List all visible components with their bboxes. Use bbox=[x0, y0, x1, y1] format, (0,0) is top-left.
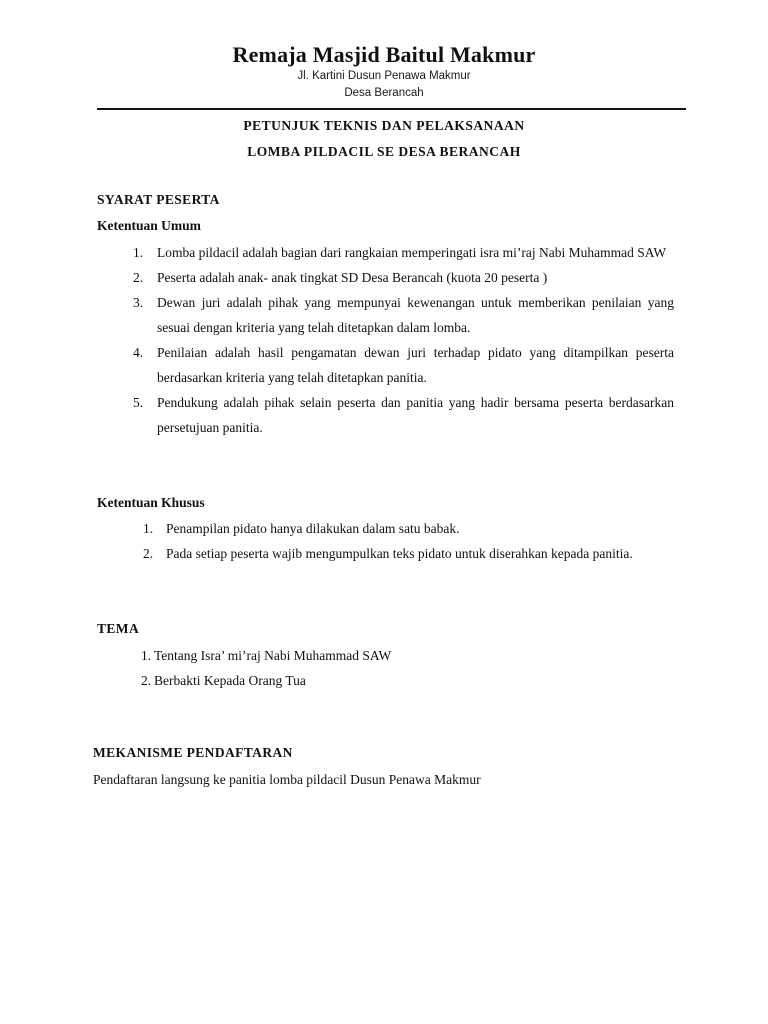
address-line-1: Jl. Kartini Dusun Penawa Makmur bbox=[297, 70, 471, 82]
list-item-number: 1. bbox=[141, 648, 152, 663]
document-heading-2: LOMBA PILDACIL SE DESA BERANCAH bbox=[247, 144, 521, 159]
list-item bbox=[141, 643, 541, 668]
list-item-text: Pada setiap peserta wajib mengumpulkan teks pidato untuk diserahkan kepada panitia. bbox=[166, 546, 633, 561]
section-title-syarat: SYARAT PESERTA bbox=[97, 192, 220, 207]
list-item bbox=[133, 240, 674, 265]
list-item-number: 1. bbox=[143, 521, 154, 536]
list-item bbox=[133, 340, 674, 390]
subsection-title-khusus: Ketentuan Khusus bbox=[97, 495, 205, 510]
list-item bbox=[133, 265, 674, 290]
list-item-text: Peserta adalah anak- anak tingkat SD Desa Berancah (kuota 20 peserta ) bbox=[157, 270, 548, 285]
list-item bbox=[143, 541, 674, 566]
list-item-text: Penampilan pidato hanya dilakukan dalam satu babak. bbox=[166, 521, 460, 536]
list-item-number: 2. bbox=[143, 546, 154, 561]
list-item-number: 3. bbox=[133, 295, 144, 310]
list-item-number: 2. bbox=[133, 270, 144, 285]
list-item-number: 2. bbox=[141, 673, 152, 688]
list-item-number: 5. bbox=[133, 395, 144, 410]
list-item bbox=[133, 390, 674, 440]
list-item-text: Berbakti Kepada Orang Tua bbox=[154, 673, 306, 688]
general-rules-list bbox=[133, 240, 674, 440]
theme-list bbox=[141, 643, 541, 693]
registration-text: Pendaftaran langsung ke panitia lomba pildacil Dusun Penawa Makmur bbox=[93, 772, 481, 787]
list-item-text: Dewan juri adalah pihak yang mempunyai kewenangan untuk memberikan penilaian yang sesuai dengan kriteria yang telah ditetapkan dalam lomba. bbox=[157, 295, 674, 335]
list-item-number: 1. bbox=[133, 245, 144, 260]
list-item bbox=[133, 290, 674, 340]
header-divider bbox=[97, 108, 686, 110]
document-heading-1: PETUNJUK TEKNIS DAN PELAKSANAAN bbox=[243, 118, 525, 133]
section-title-pendaftaran: MEKANISME PENDAFTARAN bbox=[93, 745, 293, 760]
list-item bbox=[141, 668, 541, 693]
list-item-text: Tentang Isra’ mi’raj Nabi Muhammad SAW bbox=[154, 648, 392, 663]
subsection-title-umum: Ketentuan Umum bbox=[97, 218, 201, 233]
list-item-number: 4. bbox=[133, 345, 144, 360]
list-item-text: Pendukung adalah pihak selain peserta dan panitia yang hadir bersama peserta berdasarkan persetujuan panitia. bbox=[157, 395, 674, 435]
address-line-2: Desa Berancah bbox=[344, 87, 424, 99]
section-title-tema: TEMA bbox=[97, 621, 140, 636]
list-item bbox=[143, 516, 674, 541]
list-item-text: Lomba pildacil adalah bagian dari rangkaian memperingati isra mi’raj Nabi Muhammad SAW bbox=[157, 245, 667, 260]
special-rules-list bbox=[143, 516, 674, 566]
organization-title: Remaja Masjid Baitul Makmur bbox=[232, 42, 536, 67]
list-item-text: Penilaian adalah hasil pengamatan dewan juri terhadap pidato yang ditampilkan peserta berdasarkan kriteria yang telah ditetapkan panitia. bbox=[157, 345, 674, 385]
